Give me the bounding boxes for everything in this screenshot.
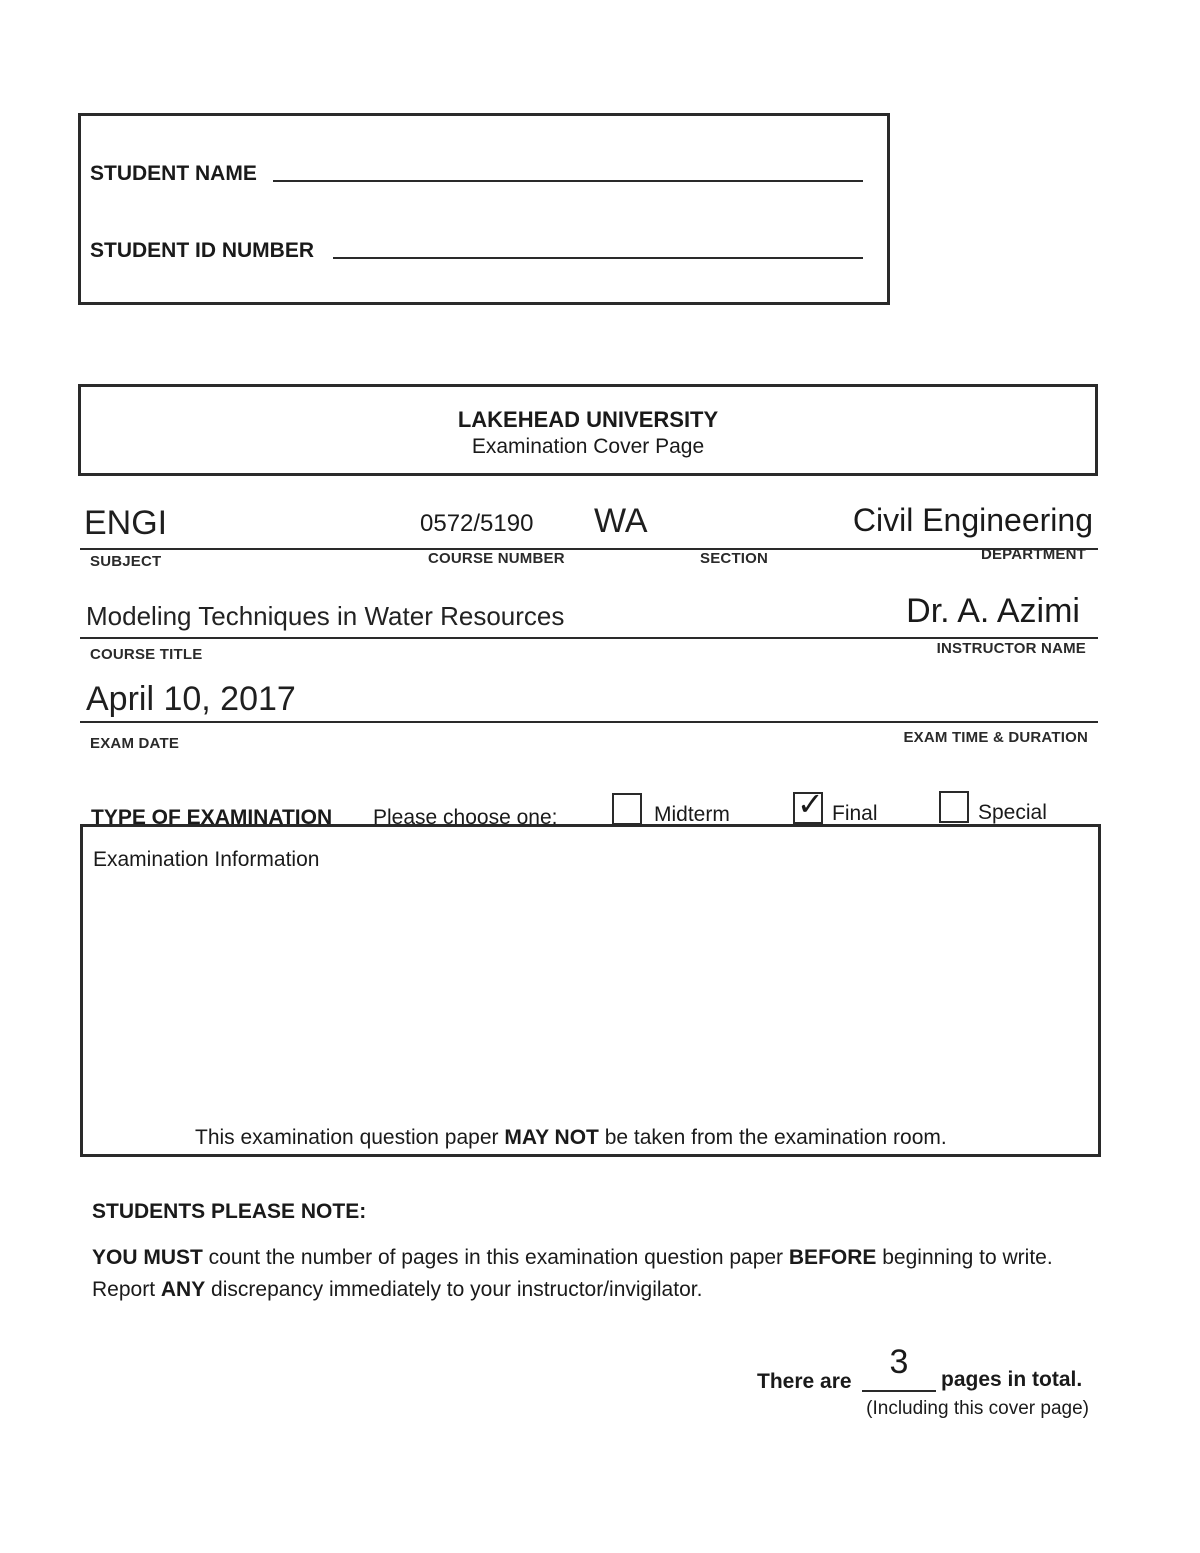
instructor-value: Dr. A. Azimi (906, 592, 1080, 630)
row1-rule (80, 548, 1098, 550)
pages-pre-text: There are (757, 1370, 852, 1393)
notes-bold-any: ANY (160, 1278, 206, 1301)
university-header-box (78, 384, 1098, 476)
midterm-checkbox[interactable] (612, 793, 642, 825)
notice-text-pre: This examination question paper (195, 1126, 505, 1149)
cover-page-subtitle: Examination Cover Page (471, 435, 705, 458)
final-checkbox[interactable] (793, 786, 824, 824)
student-name-label: STUDENT NAME (90, 162, 257, 185)
notes-text-2: beginning to write. Report (92, 1246, 1053, 1301)
department-value: Civil Engineering (852, 502, 1093, 538)
notice-text-bold: MAY NOT (504, 1126, 599, 1149)
check-mark-icon: ✓ (797, 786, 824, 822)
course-number-label: COURSE NUMBER (428, 550, 565, 567)
pages-subtext: (Including this cover page) (866, 1398, 1089, 1419)
instructor-label: INSTRUCTOR NAME (936, 640, 1086, 657)
notes-bold-you-must: YOU MUST (92, 1246, 203, 1269)
notes-bold-before: BEFORE (788, 1246, 877, 1269)
student-id-field[interactable] (333, 257, 863, 259)
student-name-field[interactable] (273, 180, 863, 182)
notes-text-1: count the number of pages in this examination question paper (202, 1246, 789, 1269)
midterm-label: Midterm (654, 803, 730, 826)
exam-info-notice (195, 1126, 947, 1150)
notes-heading: STUDENTS PLEASE NOTE: (92, 1200, 367, 1223)
pages-post-text: pages in total. (941, 1368, 1083, 1391)
final-label: Final (832, 802, 878, 825)
page-count-value: 3 (889, 1343, 909, 1381)
notes-paragraph (92, 1242, 1072, 1306)
exam-date-label: EXAM DATE (90, 735, 180, 752)
exam-info-box (80, 824, 1101, 1157)
page-count-rule (862, 1390, 936, 1392)
row2-rule (80, 637, 1098, 639)
exam-type-prompt: Please choose one: (373, 806, 558, 829)
special-checkbox[interactable] (939, 791, 969, 823)
exam-time-duration-label: EXAM TIME & DURATION (903, 729, 1088, 746)
exam-type-label: TYPE OF EXAMINATION (91, 806, 333, 829)
course-title-label: COURSE TITLE (90, 646, 203, 663)
section-value: WA (594, 502, 648, 540)
row3-rule (80, 721, 1098, 723)
student-info-box (78, 113, 890, 305)
course-title-value: Modeling Techniques in Water Resources (86, 601, 565, 631)
university-name: LAKEHEAD UNIVERSITY (457, 407, 719, 432)
section-label: SECTION (700, 550, 769, 567)
course-number-value: 0572/5190 (420, 510, 534, 537)
exam-info-title: Examination Information (93, 848, 320, 871)
student-id-label: STUDENT ID NUMBER (90, 239, 314, 262)
exam-date-value: April 10, 2017 (86, 680, 296, 718)
notice-text-post: be taken from the examination room. (598, 1126, 947, 1149)
special-label: Special (978, 801, 1047, 824)
subject-label: SUBJECT (90, 553, 162, 570)
subject-value: ENGI (84, 504, 168, 542)
department-label: DEPARTMENT (980, 546, 1086, 563)
notes-text-3: discrepancy immediately to your instructor/invigilator. (205, 1278, 703, 1301)
